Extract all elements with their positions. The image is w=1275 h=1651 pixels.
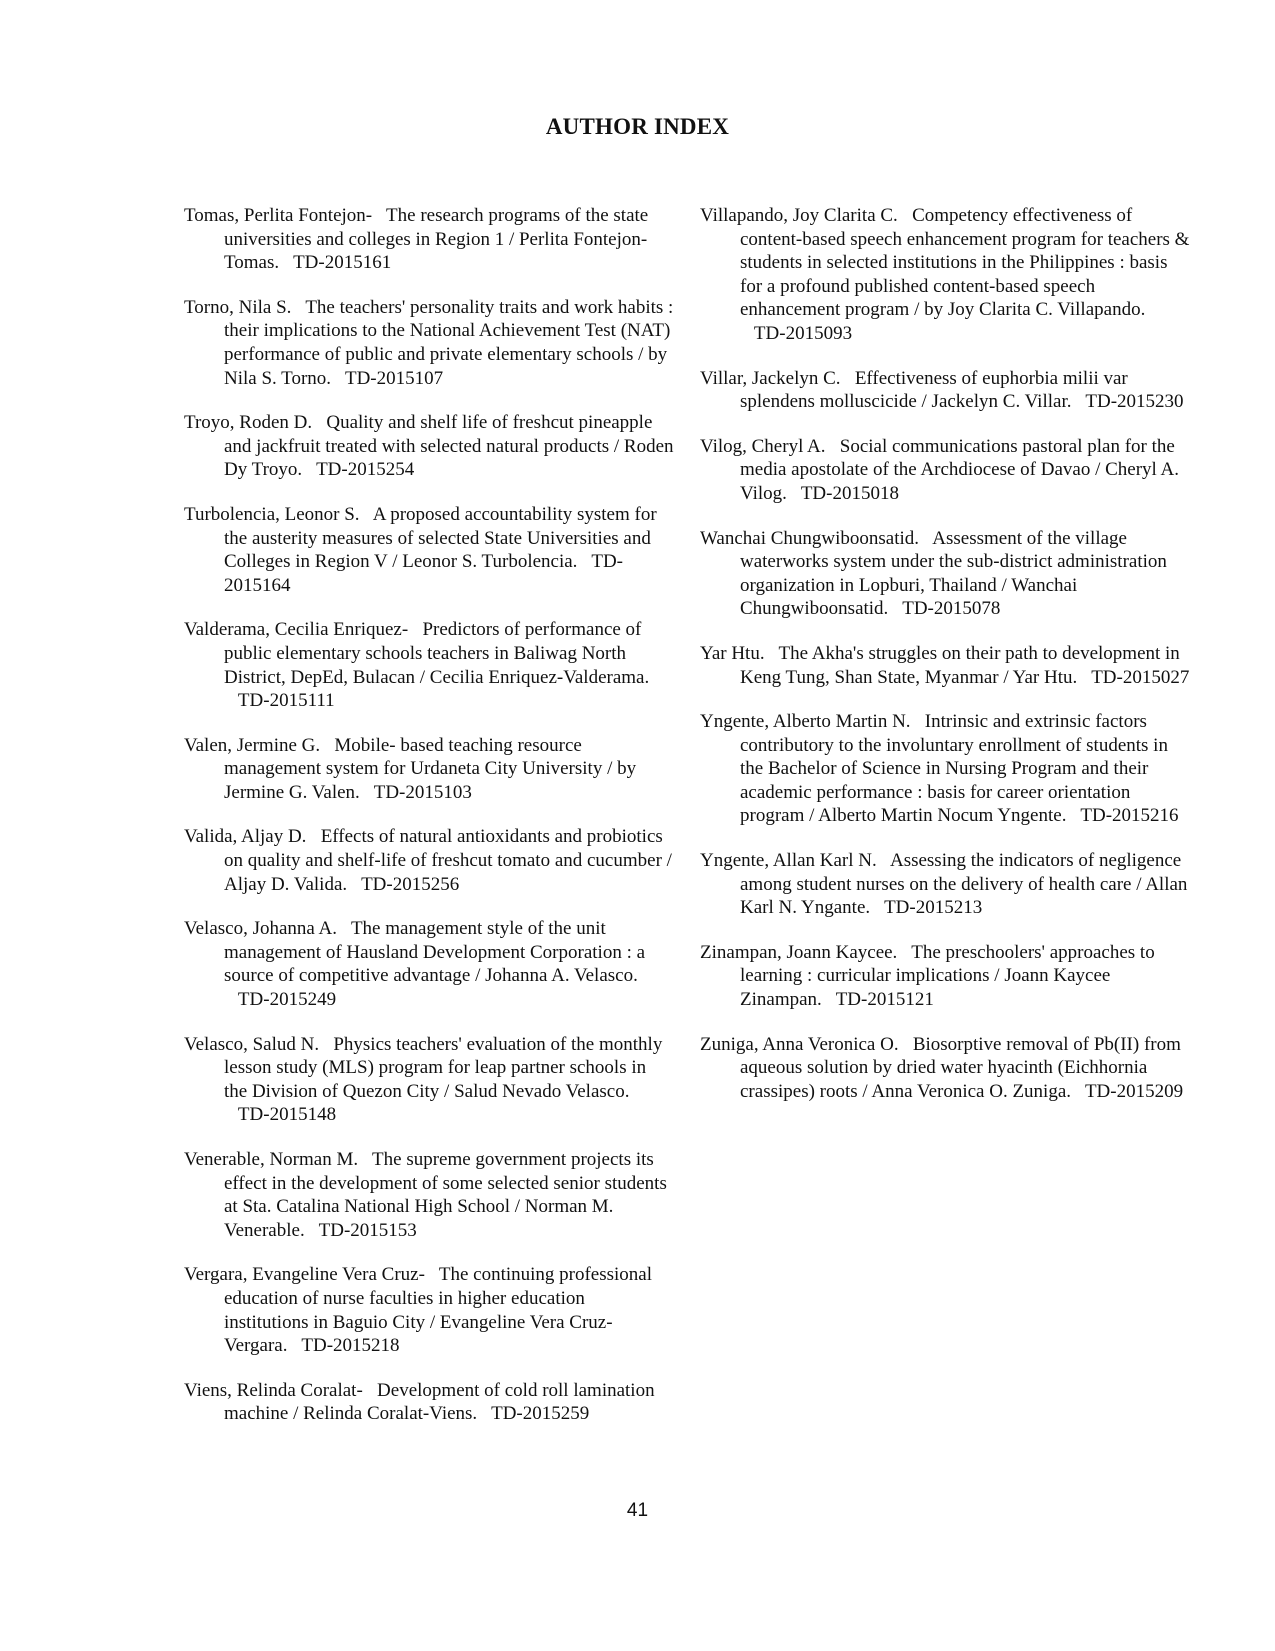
entry-text: Social communications pastoral plan for the media apostolate of the Archdiocese of Davao / Cheryl A. Vilog. xyxy=(740,435,1179,504)
entry-text: Mobile- based teaching resource management system for Urdaneta City University / by Jermine G. Valen. xyxy=(224,734,637,803)
entry-author: Valen, Jermine G. xyxy=(184,734,321,756)
index-entry xyxy=(700,204,1190,346)
entry-id: TD-2015216 xyxy=(1080,805,1179,827)
entry-author: Velasco, Johanna A. xyxy=(184,918,338,940)
entry-text: Development of cold roll lamination machine / Relinda Coralat-Viens. xyxy=(224,1379,655,1425)
page-title: AUTHOR INDEX xyxy=(545,114,730,139)
index-entry xyxy=(700,435,1190,506)
index-entry xyxy=(184,503,674,597)
entry-id: TD-2015230 xyxy=(1085,391,1184,413)
entry-author: Valderama, Cecilia Enriquez- xyxy=(184,619,409,641)
entry-id: TD-2015018 xyxy=(800,482,899,504)
entry-author: Vilog, Cheryl A. xyxy=(700,435,826,457)
entry-text: Biosorptive removal of Pb(II) from aqueous solution by dried water hyacinth (Eichhornia crassipes) roots / Anna Veronica O. Zuniga. xyxy=(740,1033,1181,1102)
entry-author: Tomas, Perlita Fontejon- xyxy=(184,205,373,226)
index-entry xyxy=(184,296,674,390)
index-entry xyxy=(184,204,674,275)
index-entry xyxy=(700,1033,1190,1104)
entry-author: Turbolencia, Leonor S. xyxy=(184,503,360,525)
entry-author: Vergara, Evangeline Vera Cruz- xyxy=(184,1264,425,1286)
entry-author: Wanchai Chungwiboonsatid. xyxy=(700,527,920,549)
right-column xyxy=(700,204,1190,1124)
entry-text: Effects of natural antioxidants and probiotics on quality and shelf-life of freshcut tomato and cucumber / Aljay D. Valida. xyxy=(224,826,672,895)
entry-author: Yngente, Alberto Martin N. xyxy=(700,711,911,733)
entry-text: Competency effectiveness of content-based speech enhancement program for teachers & students in selected institutions in the Philippines : basis for a profound published content-based speech enhancement program / by Joy Clarita C. Villapando. xyxy=(740,205,1190,321)
entry-text: Assessing the indicators of negligence among student nurses on the delivery of health care / Allan Karl N. Yngante. xyxy=(740,850,1188,919)
index-entry xyxy=(700,642,1190,689)
entry-text: The continuing professional education of nurse faculties in higher education institutions in Baguio City / Evangeline Vera Cruz-Vergara. xyxy=(224,1264,653,1357)
entry-author: Villar, Jackelyn C. xyxy=(700,367,841,389)
entry-id: TD-2015254 xyxy=(316,459,415,481)
left-column xyxy=(184,204,674,1447)
entry-text: The management style of the unit management of Hausland Development Corporation : a source of competitive advantage / Johanna A. Velasco. xyxy=(224,918,646,987)
entry-author: Villapando, Joy Clarita C. xyxy=(700,205,898,226)
entry-id: TD-2015027 xyxy=(1091,666,1190,688)
entry-id: TD-2015218 xyxy=(301,1335,400,1357)
entry-id: TD-2015153 xyxy=(318,1219,417,1241)
entry-id: TD-2015111 xyxy=(237,690,335,712)
entry-text: The supreme government projects its effect in the development of some selected senior students at Sta. Catalina National High School / Norman M. Venerable. xyxy=(224,1149,667,1241)
index-entry xyxy=(700,849,1190,920)
entry-text: The research programs of the state universities and colleges in Region 1 / Perlita Fontejon-Tomas. xyxy=(224,205,649,274)
entry-id: TD-2015259 xyxy=(491,1403,590,1425)
entry-id: TD-2015103 xyxy=(373,781,472,803)
entry-text: A proposed accountability system for the austerity measures of selected State Universities and Colleges in Region V / Leonor S. Turbolencia. xyxy=(224,503,657,573)
entry-id: TD-2015256 xyxy=(361,873,460,895)
entry-author: Yngente, Allan Karl N. xyxy=(700,850,877,872)
entry-id: TD-2015093 xyxy=(753,322,853,344)
entry-text: Assessment of the village waterworks system under the sub-district administration organization in Lopburi, Thailand / Wanchai Chungwiboonsatid. xyxy=(740,527,1167,620)
entry-id: TD-2015078 xyxy=(902,598,1001,620)
index-entry xyxy=(700,941,1190,1012)
entry-author: Venerable, Norman M. xyxy=(184,1149,359,1170)
index-entry xyxy=(700,367,1190,414)
entry-id: TD-2015213 xyxy=(884,897,983,919)
index-entry xyxy=(184,1033,674,1127)
entry-text: Predictors of performance of public elementary schools teachers in Baliwag North District, DepEd, Bulacan / Cecilia Enriquez-Valderama. xyxy=(224,619,650,688)
index-entry xyxy=(184,1379,674,1426)
entry-id: TD-2015164 xyxy=(224,551,624,596)
entry-author: Yar Htu. xyxy=(700,642,765,664)
page-number: 41 xyxy=(626,1500,649,1521)
entry-text: The preschoolers' approaches to learning : curricular implications / Joann Kaycee Zinampan. xyxy=(740,941,1155,1011)
entry-author: Zinampan, Joann Kaycee. xyxy=(700,941,898,963)
entry-text: Effectiveness of euphorbia milii var splendens molluscicide / Jackelyn C. Villar. xyxy=(740,367,1128,413)
index-entry xyxy=(184,618,674,712)
index-entry xyxy=(184,917,674,1011)
index-entry xyxy=(184,1148,674,1242)
index-entry xyxy=(700,527,1190,621)
entry-id: TD-2015161 xyxy=(293,252,392,274)
index-entry xyxy=(184,411,674,482)
index-entry xyxy=(184,1263,674,1357)
entry-id: TD-2015209 xyxy=(1084,1080,1184,1102)
entry-author: Zuniga, Anna Veronica O. xyxy=(700,1033,899,1055)
entry-text: Physics teachers' evaluation of the monthly lesson study (MLS) program for leap partner schools in the Division of Quezon City / Salud Nevado Velasco. xyxy=(224,1033,663,1102)
entry-author: Valida, Aljay D. xyxy=(184,826,307,848)
index-entry xyxy=(700,710,1190,828)
entry-text: The teachers' personality traits and work habits : their implications to the National Achievement Test (NAT) performance of public and private elementary schools / by Nila S. Torno. xyxy=(224,296,674,389)
entry-author: Viens, Relinda Coralat- xyxy=(184,1379,363,1401)
entry-id: TD-2015148 xyxy=(237,1104,337,1126)
entry-author: Torno, Nila S. xyxy=(184,296,292,318)
entry-text: Quality and shelf life of freshcut pineapple and jackfruit treated with selected natural products / Roden Dy Troyo. xyxy=(224,412,674,481)
entry-id: TD-2015249 xyxy=(237,989,337,1011)
index-entry xyxy=(184,825,674,896)
entry-text: The Akha's struggles on their path to development in Keng Tung, Shan State, Myanmar / Yar Htu. xyxy=(740,642,1180,688)
entry-author: Troyo, Roden D. xyxy=(184,412,313,434)
entry-id: TD-2015107 xyxy=(344,367,444,389)
entry-id: TD-2015121 xyxy=(835,989,934,1011)
entry-author: Velasco, Salud N. xyxy=(184,1033,320,1055)
entry-text: Intrinsic and extrinsic factors contributory to the involuntary enrollment of students in the Bachelor of Science in Nursing Program and their academic performance : basis for career orientation program / Alberto Martin Nocum Yngente. xyxy=(740,711,1168,827)
index-entry xyxy=(184,734,674,805)
